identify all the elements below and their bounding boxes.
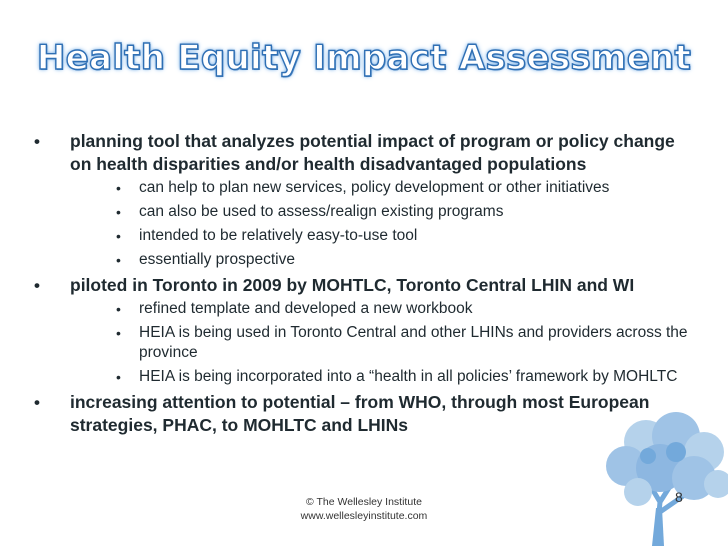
- bullet-text: piloted in Toronto in 2009 by MOHTLC, Toronto Central LHIN and WI: [70, 275, 635, 295]
- sub-bullet-marker: •: [116, 180, 121, 196]
- sub-bullet-text: HEIA is being used in Toronto Central and other LHINs and providers across the province: [139, 324, 688, 361]
- footer-url: www.wellesleyinstitute.com: [300, 510, 428, 522]
- sub-bullet-item: [106, 202, 698, 222]
- sub-bullet-marker: •: [116, 369, 121, 385]
- sub-bullet-item: [106, 226, 698, 246]
- sub-bullet-text: intended to be relatively easy-to-use tool: [139, 227, 418, 244]
- page-number: 8: [675, 489, 683, 505]
- bullet-marker: •: [34, 276, 40, 295]
- sub-bullet-item: [106, 250, 698, 270]
- bullet-marker: •: [34, 132, 40, 151]
- sub-bullet-list: [70, 178, 698, 270]
- slide-title: Health Equity Impact Assessment: [36, 38, 692, 78]
- sub-bullet-marker: •: [116, 228, 121, 244]
- sub-bullet-text: can also be used to assess/realign existing programs: [139, 203, 504, 220]
- sub-bullet-item: [106, 323, 698, 363]
- sub-bullet-item: [106, 367, 698, 387]
- sub-bullet-marker: •: [116, 325, 121, 341]
- bullet-list: [34, 130, 698, 437]
- bullet-marker: •: [34, 393, 40, 412]
- bullet-item: [34, 274, 698, 387]
- bullet-item: [34, 130, 698, 270]
- sub-bullet-marker: •: [116, 301, 121, 317]
- sub-bullet-list: [70, 299, 698, 387]
- slide-footer: [264, 495, 464, 523]
- sub-bullet-text: HEIA is being incorporated into a “health in all policies’ framework by MOHLTC: [139, 368, 678, 385]
- sub-bullet-marker: •: [116, 252, 121, 268]
- footer-copyright: © The Wellesley Institute: [306, 496, 422, 508]
- bullet-text: planning tool that analyzes potential impact of program or policy change on health disparities and/or health disadvantaged populations: [70, 131, 675, 174]
- bullet-item: [34, 391, 698, 437]
- sub-bullet-marker: •: [116, 204, 121, 220]
- sub-bullet-text: can help to plan new services, policy development or other initiatives: [139, 179, 610, 196]
- sub-bullet-text: refined template and developed a new workbook: [139, 300, 473, 317]
- sub-bullet-item: [106, 178, 698, 198]
- sub-bullet-text: essentially prospective: [139, 251, 295, 268]
- bullet-text: increasing attention to potential – from WHO, through most European strategies, PHAC, to MOHLTC and LHINs: [70, 392, 650, 435]
- slide-body: [34, 130, 698, 439]
- sub-bullet-item: [106, 299, 698, 319]
